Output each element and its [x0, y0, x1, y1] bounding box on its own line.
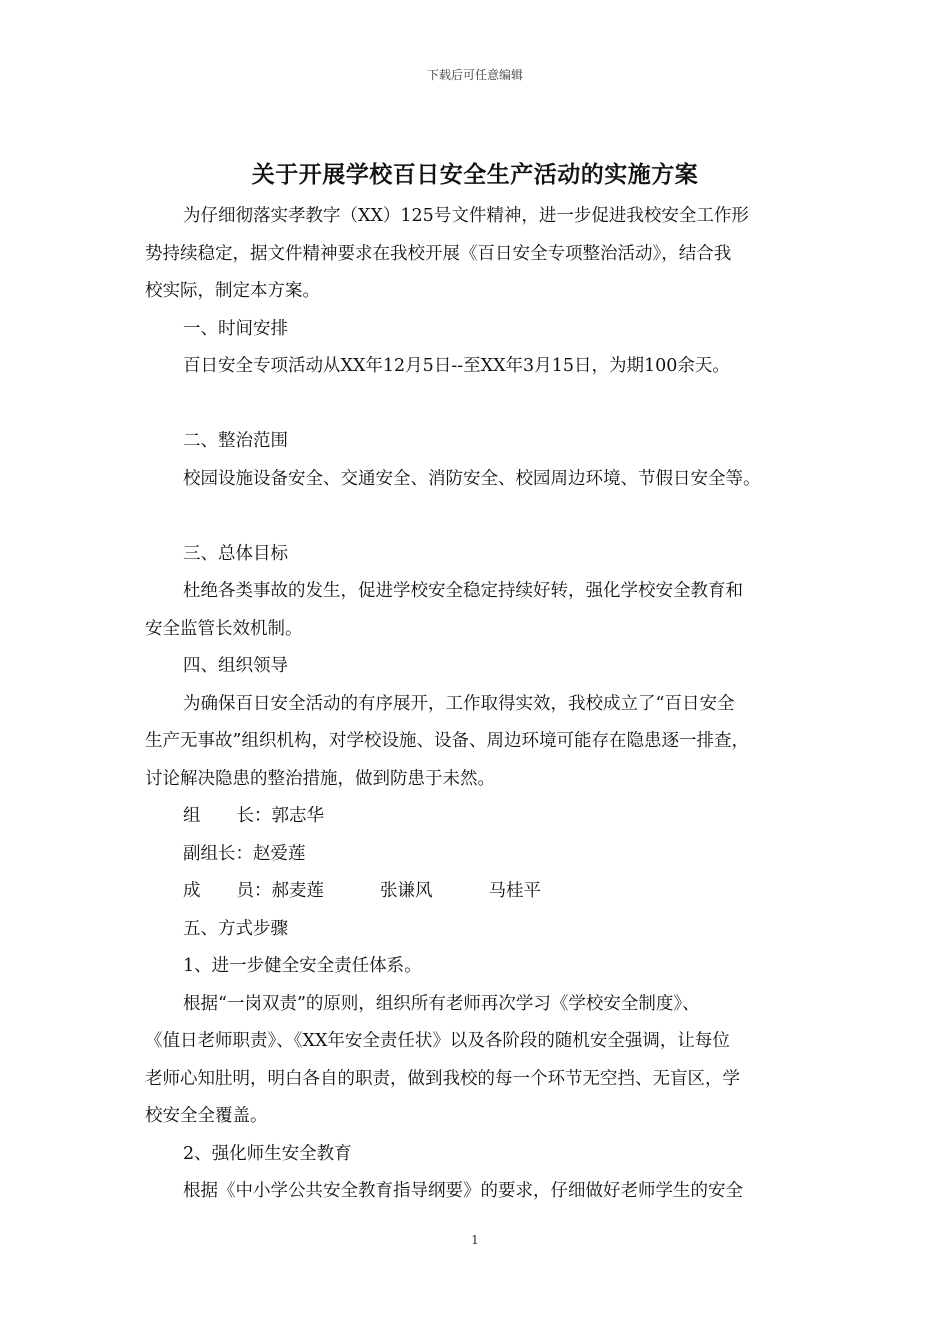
page-header: 下载后可任意编辑 [426, 68, 523, 82]
paragraph-line: 讨论解决隐患的整治措施，做到防患于未然。 [145, 768, 495, 789]
paragraph-line: 《值日老师职责》、《XX年安全责任状》以及各阶段的随机安全强调，让每位 [145, 1031, 730, 1051]
paragraph-line: 安全监管长效机制。 [145, 618, 303, 639]
blank-line [145, 498, 825, 536]
section-heading: 四、组织领导 [183, 656, 288, 676]
deputy-line: 副组长：赵爱莲 [183, 843, 306, 864]
paragraph-line: 校实际，制定本方案。 [145, 281, 320, 301]
member-name: 马桂平 [488, 881, 541, 901]
document-title: 关于开展学校百日安全生产活动的实施方案 [251, 161, 699, 188]
paragraph-line: 为仔细彻落实孝教字（XX）125号文件精神，进一步促进我校安全工作形 [183, 206, 749, 226]
step-heading: 2、强化师生安全教育 [183, 1143, 352, 1164]
paragraph-line: 生产无事故”组织机构，对学校设施、设备、周边环境可能存在隐患逐一排查， [145, 731, 749, 751]
step-heading: 1、进一步健全安全责任体系。 [183, 956, 422, 976]
paragraph-line: 势持续稳定，据文件精神要求在我校开展《百日安全专项整治活动》，结合我 [145, 243, 732, 264]
section-heading: 五、方式步骤 [183, 918, 288, 939]
leader-label-a: 组 [183, 806, 201, 826]
page-number: 1 [471, 1233, 479, 1247]
paragraph-line: 杜绝各类事故的发生，促进学校安全稳定持续好转，强化学校安全教育和 [183, 581, 743, 601]
paragraph-line: 根据“一岗双责”的原则，组织所有老师再次学习《学校安全制度》、 [183, 993, 700, 1014]
document-body [145, 198, 825, 1211]
member-name: 郝麦莲 [271, 881, 324, 901]
section-heading: 二、整治范围 [183, 431, 288, 451]
blank-line [145, 386, 825, 424]
leader-line [145, 798, 825, 836]
leader-label-b: 长： [236, 806, 272, 826]
paragraph-line: 根据《中小学公共安全教育指导纲要》的要求，仔细做好老师学生的安全 [183, 1181, 743, 1201]
section-heading: 三、总体目标 [183, 543, 288, 564]
member-label-a: 成 [183, 881, 201, 901]
paragraph-line: 校园设施设备安全、交通安全、消防安全、校园周边环境、节假日安全等。 [183, 468, 761, 489]
paragraph-line: 校安全全覆盖。 [145, 1106, 268, 1126]
paragraph-line: 为确保百日安全活动的有序展开，工作取得实效，我校成立了“百日安全 [183, 693, 735, 714]
members-line [145, 873, 825, 911]
section-heading: 一、时间安排 [183, 318, 288, 339]
member-name: 张谦风 [380, 881, 433, 901]
member-label-b: 员： [236, 881, 272, 901]
leader-name: 郭志华 [271, 806, 324, 826]
paragraph-line: 老师心知肚明，明白各自的职责，做到我校的每一个环节无空挡、无盲区，学 [145, 1068, 740, 1089]
paragraph-line: 百日安全专项活动从XX年12月5日--至XX年3月15日，为期100余天。 [183, 356, 730, 376]
